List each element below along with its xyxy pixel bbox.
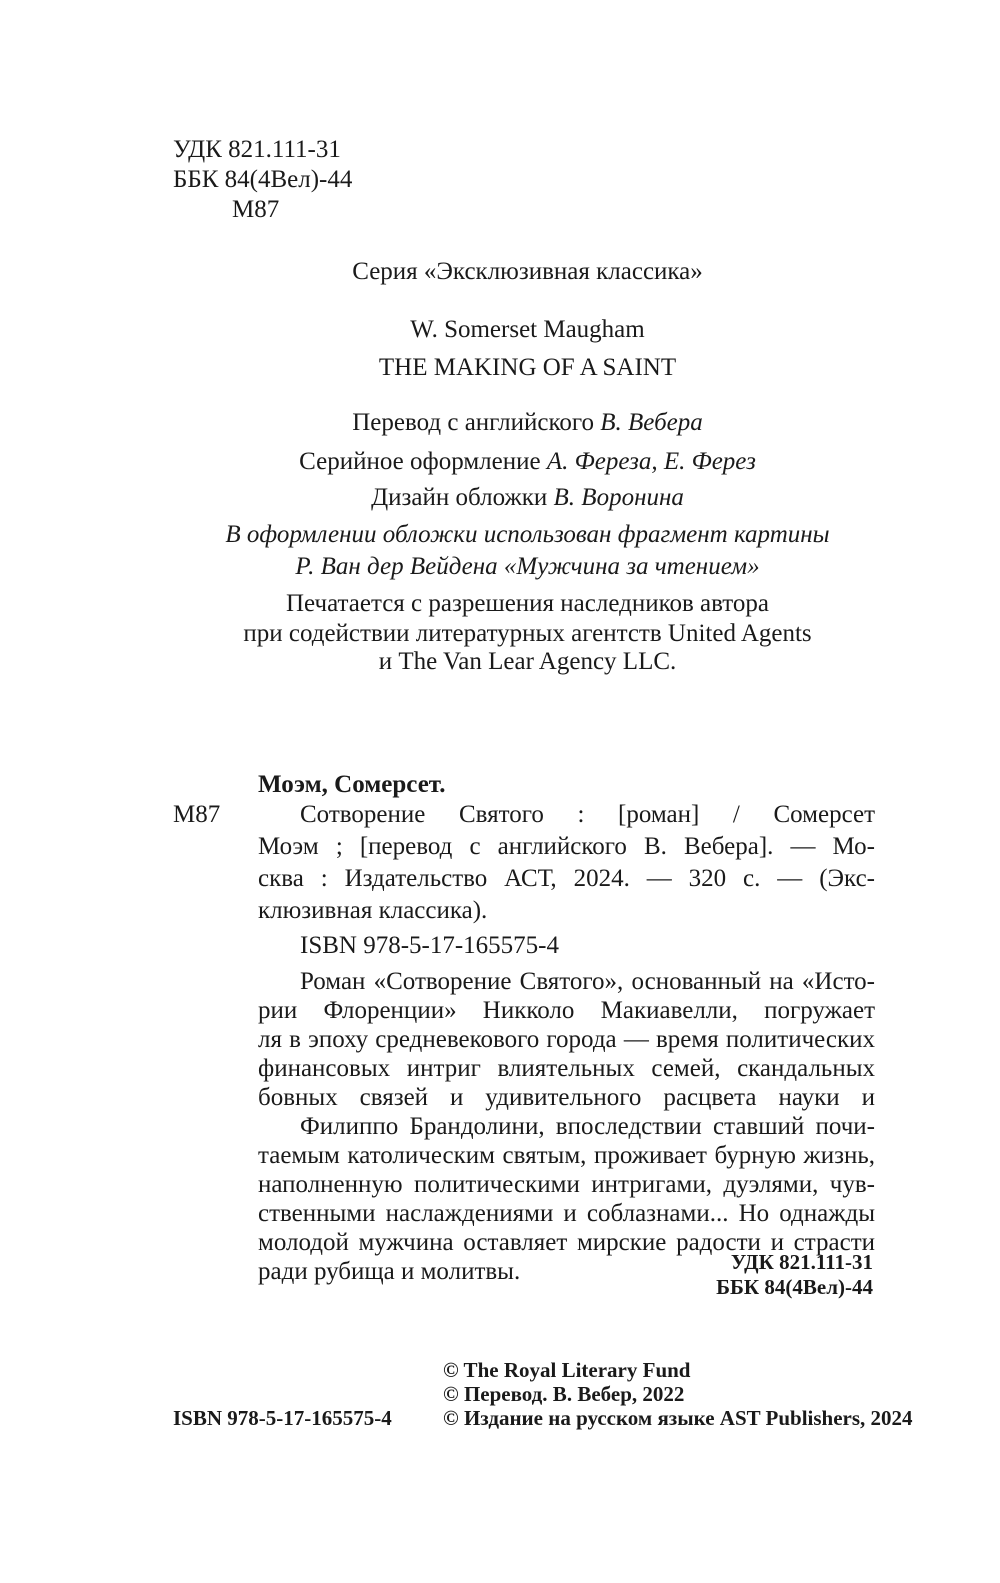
footer-isbn: ISBN 978-5-17-165575-4 — [173, 1406, 392, 1430]
annotation-line: финансовых интриг влиятельных семей, скандальных — [258, 1055, 875, 1082]
cover-art-note: Р. Ван дер Вейдена «Мужчина за чтением» — [295, 553, 760, 580]
catalog-isbn: ISBN 978-5-17-165575-4 — [300, 932, 560, 959]
annotation-line: таемым католическим святым, проживает бурную жизнь, — [258, 1142, 875, 1169]
permission-line: при содействии литературных агентств United Agents — [243, 620, 812, 647]
series-design-credit — [0, 447, 1000, 477]
udk-code: УДК 821.111-31 — [173, 136, 341, 163]
catalog-bbk: ББК 84(4Вел)-44 — [716, 1275, 873, 1299]
series-name: Серия «Эксклюзивная классика» — [352, 258, 703, 285]
copyright-line: © Перевод. В. Вебер, 2022 — [443, 1382, 685, 1406]
credit-name: А. Фереза, Е. Ферез — [546, 448, 756, 475]
annotation-line: ля в эпоху средневекового города — время политических — [258, 1026, 875, 1053]
annotation-line: наполненную политическими интригами, дуэлями, чув- — [258, 1171, 875, 1198]
catalog-entry-line: клюзивная классика). — [258, 897, 488, 924]
catalog-entry-line: сква : Издательство АСТ, 2024. — 320 с. — (Экс- — [258, 865, 875, 892]
permission-line: и The Van Lear Agency LLC. — [378, 648, 677, 675]
credit-label: Перевод с английского — [352, 409, 601, 436]
annotation-line: ради рубища и молитвы. — [258, 1258, 521, 1285]
annotation-line: рии Флоренции» Никколо Макиавелли, погружает — [258, 997, 875, 1024]
credit-name: В. Вебера — [600, 409, 703, 436]
permission-line: Печатается с разрешения наследников автора — [285, 590, 769, 617]
annotation-line: Роман «Сотворение Святого», основанный на «Исто- — [300, 968, 875, 995]
bbk-code: ББК 84(4Вел)-44 — [173, 166, 353, 193]
annotation-line: ственными наслаждениями и соблазнами... Но однажды — [258, 1200, 875, 1227]
annotation-line: бовных связей и удивительного расцвета науки и — [258, 1084, 875, 1111]
original-author: W. Somerset Maugham — [410, 316, 645, 343]
credit-name: В. Воронина — [553, 484, 684, 511]
copyright-line: © The Royal Literary Fund — [443, 1358, 691, 1382]
catalog-author-heading: Моэм, Сомерсет. — [258, 771, 446, 798]
catalog-author-mark: М87 — [173, 801, 221, 828]
copyright-line: © Издание на русском языке AST Publishers, 2024 — [443, 1406, 913, 1430]
catalog-entry-line: Моэм ; [перевод с английского В. Вебера]. — Мо- — [258, 833, 875, 860]
catalog-udk: УДК 821.111-31 — [730, 1250, 873, 1274]
translation-credit — [0, 408, 1000, 438]
cover-art-note: В оформлении обложки использован фрагмент картины — [225, 521, 830, 548]
author-mark: М87 — [232, 196, 280, 223]
annotation-line: молодой мужчина оставляет мирские радости и страсти — [258, 1229, 875, 1256]
original-title: THE MAKING OF A SAINT — [378, 354, 677, 381]
cover-design-credit — [0, 483, 1000, 513]
catalog-entry-line: Сотворение Святого : [роман] / Сомерсет — [300, 801, 875, 828]
credit-label: Серийное оформление — [299, 448, 547, 475]
annotation-line: Филиппо Брандолини, впоследствии ставший почи- — [300, 1113, 875, 1140]
credit-label: Дизайн обложки — [371, 484, 554, 511]
